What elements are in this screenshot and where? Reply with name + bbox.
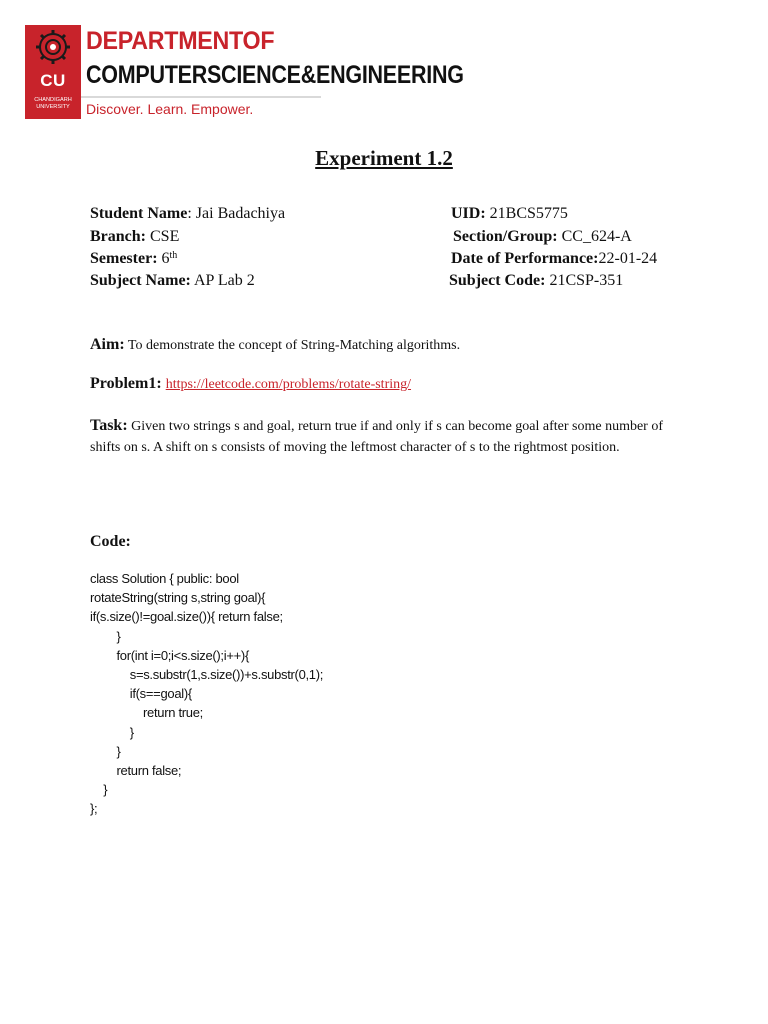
header-divider (81, 96, 321, 98)
task-label: Task: (90, 417, 128, 434)
task-text: Given two strings s and goal, return true if and only if s can become goal after some number of shifts on s. A shift on s consists of moving the leftmost character of s to the rightmost position. (90, 419, 664, 455)
branch-field (90, 226, 179, 248)
uid-value: 21BCS5775 (485, 205, 568, 222)
code-block: class Solution { public: bool rotateString(string s,string goal){ if(s.size()!=goal.size()){ return false; } for(int i=0;i<s.size();i++){ s=s.substr(1,s.size())+s.substr(0,1); if(s==goal){ return true; } } return false; } }; (90, 571, 324, 817)
section-label: Section/Group: (453, 228, 558, 245)
subject-code-value: 21CSP-351 (545, 272, 624, 289)
student-name-field (90, 203, 285, 225)
branch-value: CSE (146, 228, 180, 245)
problem-label: Problem1: (90, 375, 162, 392)
date-label: Date of Performance: (451, 250, 599, 267)
subject-code-field (449, 270, 623, 292)
aim-section (90, 336, 460, 354)
page-title: Experiment 1.2 (315, 146, 453, 170)
problem-section (90, 375, 411, 393)
section-value: CC_624-A (557, 228, 632, 245)
student-name-label: Student Name (90, 205, 188, 222)
date-value: 22-01-24 (598, 250, 658, 267)
subject-code-label: Subject Code: (449, 272, 546, 289)
tagline: Discover. Learn. Empower. (86, 101, 254, 117)
department-heading-line1: DEPARTMENTOF (86, 27, 275, 55)
problem-link[interactable]: https://leetcode.com/problems/rotate-string/ (165, 377, 412, 392)
university-logo (25, 25, 81, 119)
logo-initials: CU (40, 71, 66, 90)
uid-label: UID: (451, 205, 486, 222)
department-heading-line2: COMPUTERSCIENCE&ENGINEERING (86, 61, 464, 89)
semester-value: 6 (157, 250, 170, 267)
student-name-value: : Jai Badachiya (187, 205, 286, 222)
subject-name-label: Subject Name: (90, 272, 191, 289)
branch-label: Branch: (90, 228, 146, 245)
logo-university-name: CHANDIGARH UNIVERSITY (34, 97, 72, 110)
uid-field (451, 203, 568, 225)
semester-label: Semester: (90, 250, 158, 267)
subject-name-field (90, 270, 255, 292)
code-heading: Code: (90, 533, 131, 550)
semester-field (90, 248, 177, 270)
semester-superscript: th (169, 250, 178, 261)
task-section (90, 416, 690, 457)
section-field (453, 226, 632, 248)
date-of-performance-field (451, 248, 657, 270)
subject-name-value: AP Lab 2 (190, 272, 255, 289)
gear-emblem-icon (25, 25, 81, 73)
aim-text: To demonstrate the concept of String-Matching algorithms. (124, 338, 461, 353)
aim-label: Aim: (90, 336, 125, 353)
